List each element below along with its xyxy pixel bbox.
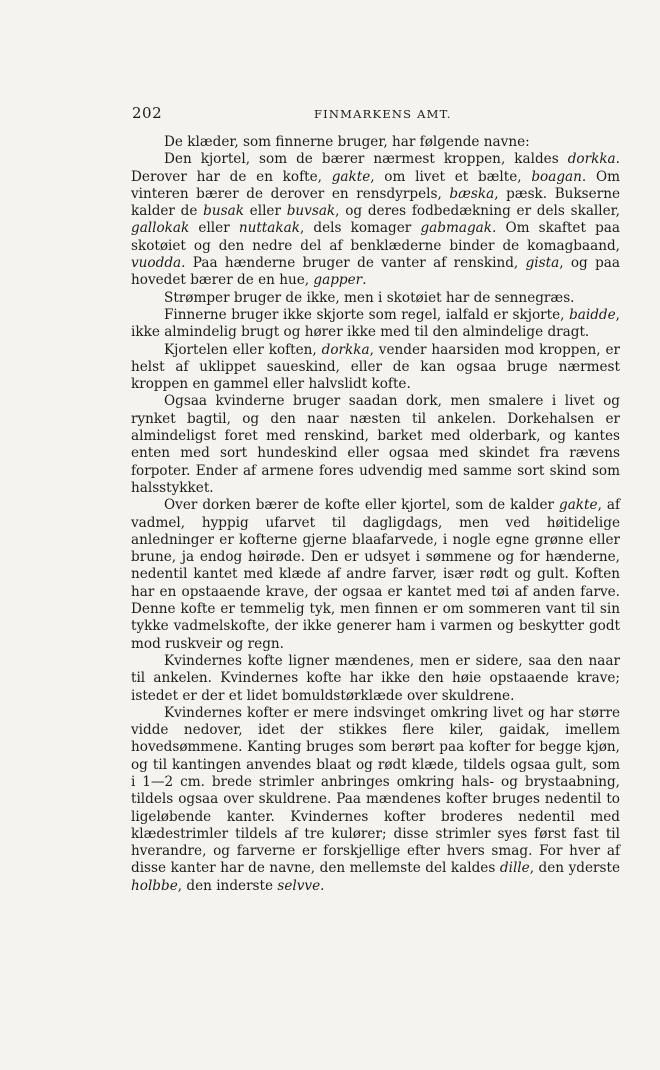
- italic-term: gakte: [331, 168, 371, 185]
- italic-term: dorkka: [321, 341, 370, 358]
- paragraph: [131, 393, 620, 497]
- text-run: . Om skaftet paa skotøiet og den nedre del af benklæderne binder de komagbaand,: [131, 220, 620, 254]
- italic-term: dille: [499, 860, 530, 877]
- text-run: .: [320, 877, 325, 894]
- italic-term: baidde: [569, 306, 616, 323]
- italic-term: buvsak: [286, 203, 336, 220]
- text-run: , og deres fodbedækning er dels skaller,: [335, 203, 620, 220]
- text-run: Kvindernes kofter er mere indsvinget omkring livet og har større vidde nedover, idet der stikkes flere kiler, gaidak, imellem hovedsømmene. Kanting bruges som berørt paa kofter for begge kjøn, og til kantingen anvendes blaat og rødt klæde, tildels ogsaa gult, som i 1—2 cm. brede strimler anbringes omkring hals- og brystaabning, tildels ogsaa over skuldrene. Paa mændenes kofter bruges nedentil to ligeløbende kanter. Kvindernes kofter broderes nedentil med klædestrimler tildels af tre kulører; disse strimler syes først fast til hverandre, og farverne er forskjellige efter hvers smag. For hver af disse kanter har de navne, den mellemste del kaldes: [131, 704, 620, 877]
- text-run: Ogsaa kvinderne bruger saadan dork, men smalere i livet og rynket bagtil, og den naar næsten til ankelen. Dorkehalsen er almindeligst foret med renskind, barket med olderbark, og kantes enten med sort hundeskind eller ogsaa med skindet fra rævens forpoter. Ender af armene fores udvendig med samme sort skind som halsstykket.: [131, 393, 620, 496]
- text-run: , den inderste: [177, 877, 278, 894]
- italic-term: gakte: [559, 497, 598, 514]
- text-run: , om livet et bælte,: [370, 168, 532, 185]
- paragraph: [131, 497, 620, 653]
- text-run: Finnerne bruger ikke skjorte som regel, ialfald er skjorte,: [164, 306, 570, 323]
- italic-term: gallokak: [131, 220, 190, 237]
- paragraph: [131, 151, 620, 289]
- italic-term: gista: [525, 255, 560, 272]
- paragraph: [131, 134, 620, 151]
- text-run: , pæsk. Bukserne kalder de: [131, 185, 620, 220]
- text-run: Strømper bruger de ikke, men i skotøiet har de sennegræs.: [164, 289, 575, 306]
- paragraph: [131, 653, 620, 705]
- paragraph: [131, 290, 620, 307]
- italic-term: gabmagak: [420, 220, 492, 237]
- italic-term: nuttakak: [238, 220, 300, 237]
- page-header: [132, 104, 622, 126]
- italic-term: boagan: [531, 168, 582, 185]
- text-run: .: [362, 272, 367, 289]
- text-run: eller: [243, 203, 287, 220]
- paragraph: [131, 307, 620, 342]
- italic-term: bæska: [449, 185, 495, 202]
- text-run: , ikke almindelig brugt og hører ikke med til den almindelige dragt.: [131, 306, 620, 341]
- text-run: . Om vinteren bærer de derover en rensdyrpels,: [131, 168, 620, 202]
- text-run: eller: [189, 220, 239, 237]
- text-run: , dels komager: [299, 220, 421, 237]
- page-number: 202: [132, 104, 163, 122]
- text-run: Kvindernes kofte ligner mændenes, men er sidere, saa den naar til ankelen. Kvindernes kofte har ikke den høie opstaaende krave; istedet er der et lidet bomuldstørklæde over skuldrene.: [131, 652, 620, 704]
- text-run: , den yderste: [529, 860, 621, 877]
- text-run: . Derover har de en kofte,: [131, 151, 620, 185]
- text-run: Kjortelen eller koften,: [164, 341, 322, 358]
- text-run: De klæder, som finnerne bruger, har følgende navne:: [164, 134, 530, 150]
- body-text: [131, 134, 620, 895]
- text-run: Over dorken bærer de kofte eller kjortel, som de kalder: [164, 497, 559, 514]
- paragraph: [131, 342, 620, 394]
- paragraph: [131, 705, 620, 895]
- text-run: , og paa hovedet bærer de en hue,: [131, 255, 621, 289]
- italic-term: busak: [203, 203, 244, 220]
- italic-term: selvve: [277, 877, 321, 894]
- text-run: , af vadmel, hyppig ufarvet til dagligdags, men ved høitidelige anledninger er kofterne gjerne blaafarvede, i nogle egne grønne eller brune, ja endog høirøde. Den er udsyet i sømmene og for hænderne, nedentil kantet med klæde af andre farver, især rødt og gult. Koften har en opstaaende krave, der ogsaa er kantet med tøi af anden farve. Denne kofte er temmelig tyk, men finnen er om sommeren vant til sin tykke vadmelskofte, der ikke generer ham i varmen og beskytter godt mod ruskveir og regn.: [131, 497, 620, 652]
- italic-term: vuodda: [131, 255, 182, 272]
- running-title: FINMARKENS AMT.: [314, 107, 452, 121]
- italic-term: dorkka: [567, 151, 616, 168]
- text-run: Den kjortel, som de bærer nærmest kroppen, kaldes: [164, 151, 568, 168]
- italic-term: gapper: [313, 272, 363, 289]
- italic-term: holbbe: [131, 877, 178, 894]
- text-run: . Paa hænderne bruger de vanter af renskind,: [181, 255, 526, 272]
- text-run: , vender haarsiden mod kroppen, er helst af uklippet saueskind, eller de kan ogsaa bruge nærmest kroppen en gammel eller halvslidt kofte.: [131, 341, 620, 393]
